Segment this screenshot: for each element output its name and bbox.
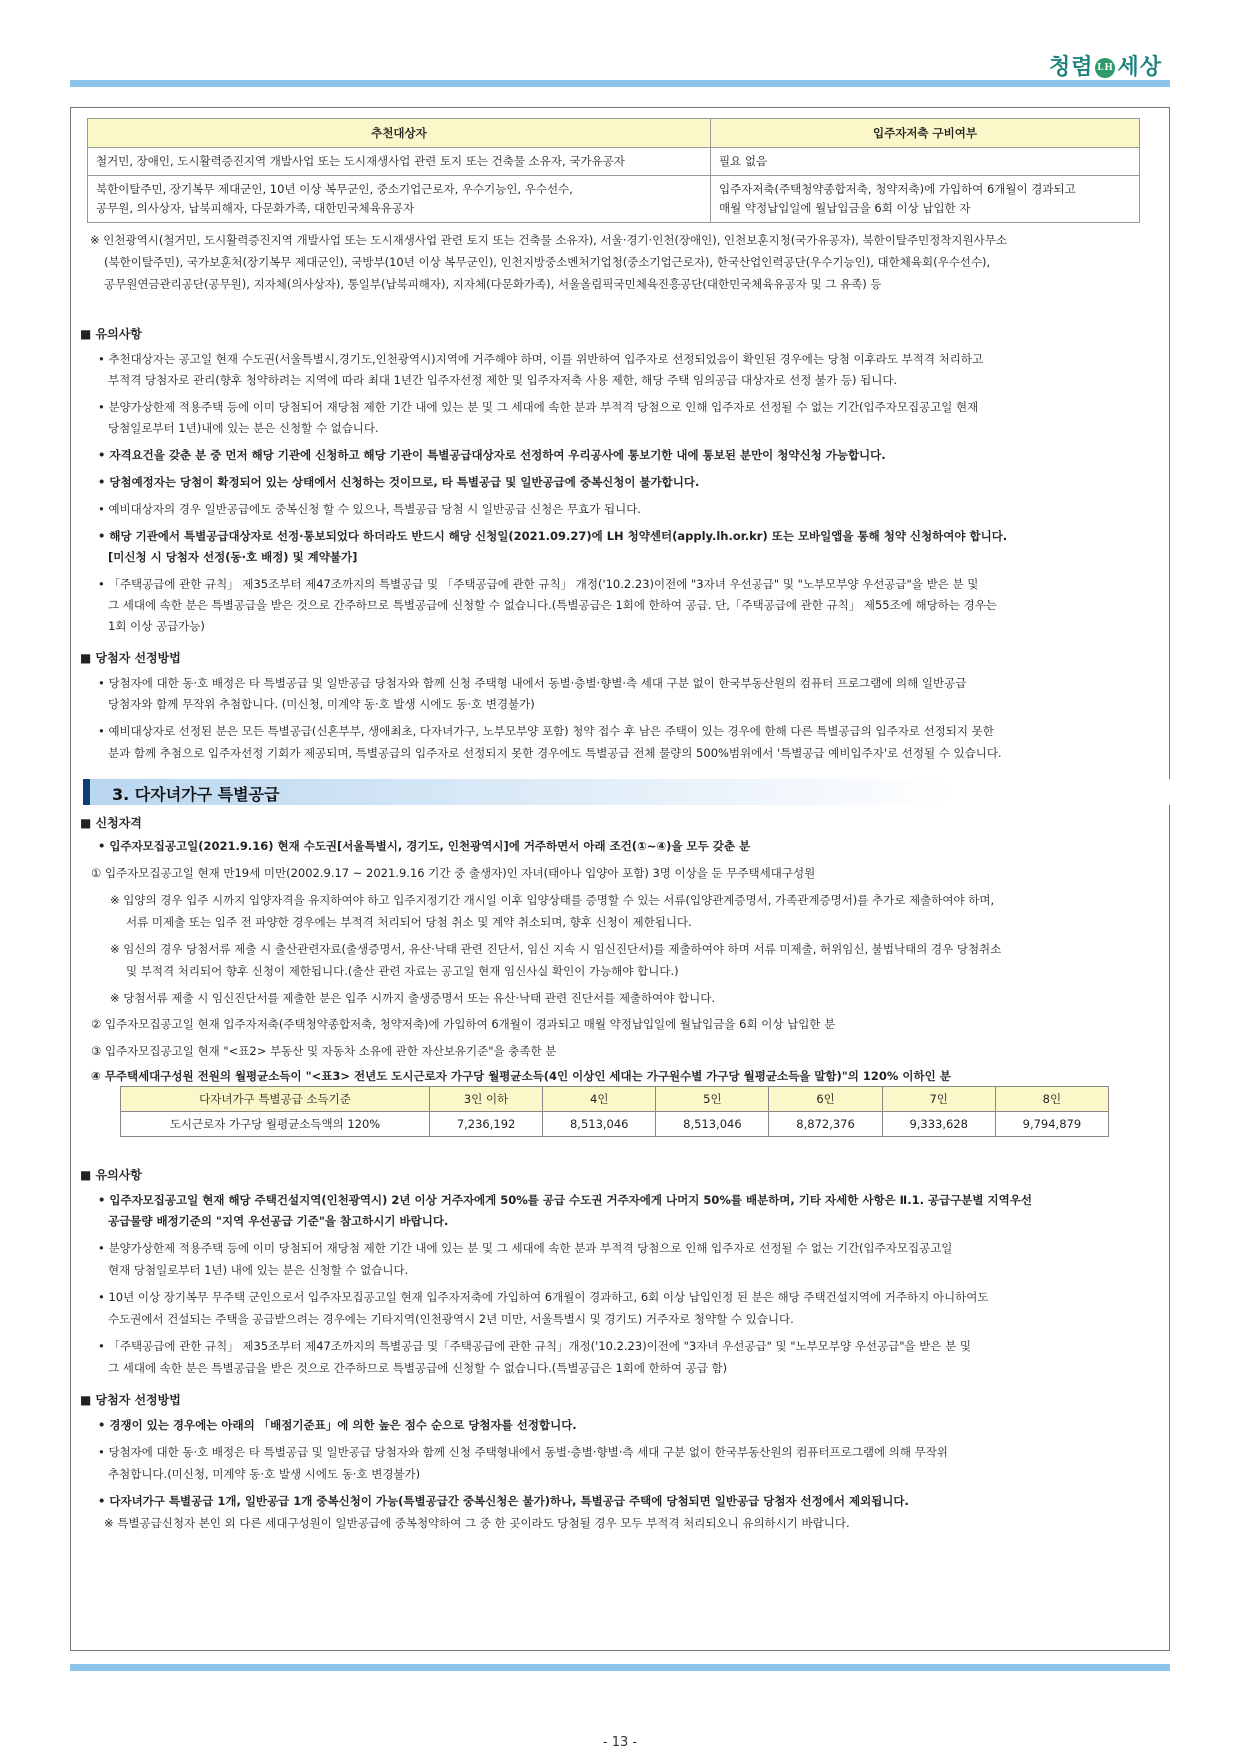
recommendation-table (87, 118, 1140, 223)
table-cell: 9,794,879 (995, 1112, 1108, 1137)
text-line: • 예비대상자로 선정된 분은 모든 특별공급(신혼부부, 생애최초, 다자녀가구, 노부모부양 포함) 청약 접수 후 남은 주택이 있는 경우에 한해 다른 특별공급의 입주자로 선정되지 못한 (98, 724, 994, 738)
subsection-heading: ■ 유의사항 (80, 1168, 142, 1182)
text-line: 분과 함께 추첨으로 입주자선정 기회가 제공되며, 특별공급의 입주자로 선정되지 못한 경우에도 특별공급 전체 물량의 500%범위에서 '특별공급 예비입주자'로 선정될 수 있습니다. (108, 746, 1002, 760)
text-line: • 당첨자에 대한 동·호 배정은 타 특별공급 및 일반공급 당첨자와 함께 신청 주택형 내에서 동별·층별·향별·측 세대 구분 없이 한국부동산원의 컴퓨터 프로그램에 의해 일반공급 (98, 676, 967, 690)
subsection-heading: ■ 신청자격 (80, 816, 142, 830)
text-line: 그 세대에 속한 분은 특별공급을 받은 것으로 간주하므로 특별공급에 신청할 수 없습니다.(특별공급은 1회에 한하여 공급 함) (108, 1361, 728, 1375)
text-line: 추첨합니다.(미신청, 미계약 동·호 발생 시에도 동·호 변경불가) (108, 1467, 421, 1481)
table-cell: 철거민, 장애인, 도시활력증진지역 개발사업 또는 도시재생사업 관련 토지 또는 건축물 소유자, 국가유공자 (88, 148, 711, 176)
text-line: • 「주택공급에 관한 규칙」 제35조부터 제47조까지의 특별공급 및 「주택공급에 관한 규칙」 개정('10.2.23)이전에 "3자녀 우선공급" 및 "노부모부양 우선공급"을 받은 분 및 (98, 577, 979, 591)
subsection-heading: ■ 당첨자 선정방법 (80, 1393, 181, 1407)
text-line: [미신청 시 당첨자 선정(동·호 배정) 및 계약불가] (108, 550, 358, 564)
text-line: 당첨자와 함께 무작위 추첨합니다. (미신청, 미계약 동·호 발생 시에도 동·호 변경불가) (108, 697, 535, 711)
lh-logo: 청렴 LH 세상 (1048, 54, 1162, 80)
subsection-heading: ■ 유의사항 (80, 327, 142, 341)
table-header: 7인 (882, 1087, 995, 1112)
text-line: 서류 미제출 또는 입주 전 파양한 경우에는 부적격 처리되어 당첨 취소 및 계약 취소되며, 향후 신청이 제한됩니다. (126, 915, 692, 929)
table-cell: 9,333,628 (882, 1112, 995, 1137)
text-line: 및 부적격 처리되어 향후 신청이 제한됩니다.(출산 관련 자료는 공고일 현재 임신사실 확인이 가능해야 합니다.) (126, 964, 679, 978)
table-header: 8인 (995, 1087, 1108, 1112)
text-line: ④ 무주택세대구성원 전원의 월평균소득이 "<표3> 전년도 도시근로자 가구당 월평균소득(4인 이상인 세대는 가구원수별 가구당 월평균소득을 말함)"의 120% 이하인 분 (91, 1069, 951, 1083)
table-cell: 8,513,046 (543, 1112, 656, 1137)
text-line: • 분양가상한제 적용주택 등에 이미 당첨되어 재당첨 제한 기간 내에 있는 분 및 그 세대에 속한 분과 부적격 당첨으로 인해 입주자로 선정될 수 없는 기간(입주자모집공고일 현재 (98, 400, 979, 414)
text-line: ※ 인천광역시(철거민, 도시활력증진지역 개발사업 또는 도시재생사업 관련 토지 또는 건축물 소유자), 서울·경기·인천(장애인), 인천보훈지청(국가유공자), 북한이탈주민정착지원사무소 (90, 233, 1007, 247)
text-line: ① 입주자모집공고일 현재 만19세 미만(2002.9.17 ~ 2021.9.16 기간 중 출생자)인 자녀(태아나 입양아 포함) 3명 이상을 둔 무주택세대구성원 (91, 866, 816, 880)
bottom-rule (70, 1664, 1170, 1671)
text-line: • 경쟁이 있는 경우에는 아래의 「배점기준표」에 의한 높은 점수 순으로 당첨자를 선정합니다. (98, 1418, 577, 1432)
table-header: 6인 (769, 1087, 882, 1112)
table-header: 3인 이하 (430, 1087, 543, 1112)
text-line: 공급물량 배정기준의 "지역 우선공급 기준"을 참고하시기 바랍니다. (108, 1214, 449, 1228)
text-line: 수도권에서 건설되는 주택을 공급받으려는 경우에는 기타지역(인천광역시 2년 미만, 서울특별시 및 경기도) 거주자로 청약할 수 있습니다. (108, 1312, 794, 1326)
text-line: (북한이탈주민), 국가보훈처(장기복무 제대군인), 국방부(10년 이상 복무군인), 인천지방중소벤처기업청(중소기업근로자), 한국산업인력공단(우수기능인), 대한체육회(우수선수), (104, 255, 991, 269)
top-rule (70, 80, 1170, 87)
text-line: ※ 임신의 경우 당첨서류 제출 시 출산관련자료(출생증명서, 유산·낙태 관련 진단서, 임신 지속 시 임신진단서)를 제출하여야 하며 서류 미제출, 허위임신, 불법낙태의 경우 당첨취소 (110, 942, 1002, 956)
text-line: 당첨일로부터 1년)내에 있는 분은 신청할 수 없습니다. (108, 421, 379, 435)
table-cell: 필요 없음 (711, 148, 1140, 176)
income-criteria-table (120, 1086, 1109, 1137)
text-line: • 다자녀가구 특별공급 1개, 일반공급 1개 중복신청이 가능(특별공급간 중복신청은 불가)하나, 특별공급 주택에 당첨되면 일반공급 당첨자 선정에서 제외됩니다. (98, 1494, 909, 1508)
table-cell: 북한이탈주민, 장기복무 제대군인, 10년 이상 복무군인, 중소기업근로자, 우수기능인, 우수선수, 공무원, 의사상자, 납북피해자, 다문화가족, 대한민국체육유공자 (88, 176, 711, 223)
table-cell: 8,513,046 (656, 1112, 769, 1137)
text-line: • 입주자모집공고일(2021.9.16) 현재 수도권[서울특별시, 경기도, 인천광역시]에 거주하면서 아래 조건(①~④)을 모두 갖춘 분 (98, 839, 751, 853)
text-line: • 해당 기관에서 특별공급대상자로 선정·통보되었다 하더라도 반드시 해당 신청일(2021.09.27)에 LH 청약센터(apply.lh.or.kr) 또는 모바일앱을 통해 청약 신청하여야 합니다. (98, 529, 1008, 543)
table-header: 4인 (543, 1087, 656, 1112)
table-header: 5인 (656, 1087, 769, 1112)
text-line: • 추천대상자는 공고일 현재 수도권(서울특별시,경기도,인천광역시)지역에 거주해야 하며, 이를 위반하여 입주자로 선정되었음이 확인된 경우에는 당첨 이후라도 부적격 처리하고 (98, 352, 984, 366)
text-line: ※ 입양의 경우 입주 시까지 입양자격을 유지하여야 하고 입주지정기간 개시일 이후 입양상태를 증명할 수 있는 서류(입양관계증명서, 가족관계증명서)를 추가로 제출하여야 하며, (110, 893, 995, 907)
text-line: ② 입주자모집공고일 현재 입주자저축(주택청약종합저축, 청약저축)에 가입하여 6개월이 경과되고 매월 약정납입일에 월납입금을 6회 이상 납입한 분 (91, 1017, 836, 1031)
text-line: ※ 당첨서류 제출 시 임신진단서를 제출한 분은 입주 시까지 출생증명서 또는 유산·낙태 관련 진단서를 제출하여야 합니다. (110, 991, 716, 1005)
table-cell: 8,872,376 (769, 1112, 882, 1137)
text-line: • 10년 이상 장기복무 무주택 군인으로서 입주자모집공고일 현재 입주자저축에 가입하여 6개월이 경과하고, 6회 이상 납입인정 된 분은 해당 주택건설지역에 거주하지 아니하여도 (98, 1290, 989, 1304)
text-line: ※ 특별공급신청자 본인 외 다른 세대구성원이 일반공급에 중복청약하여 그 중 한 곳이라도 당첨될 경우 모두 부적격 처리되오니 유의하시기 바랍니다. (104, 1516, 850, 1530)
subsection-heading: ■ 당첨자 선정방법 (80, 651, 181, 665)
text-line: ③ 입주자모집공고일 현재 "<표2> 부동산 및 자동차 소유에 관한 자산보유기준"을 충족한 분 (91, 1044, 557, 1058)
text-line: • 당첨자에 대한 동·호 배정은 타 특별공급 및 일반공급 당첨자와 함께 신청 주택형내에서 동별·층별·향별·측 세대 구분 없이 한국부동산원의 컴퓨터프로그램에 의해 무작위 (98, 1445, 948, 1459)
section-title-bar (83, 779, 1170, 805)
table-cell: 입주자저축(주택청약종합저축, 청약저축)에 가입하여 6개월이 경과되고 매월 약정납입일에 월납입금을 6회 이상 납입한 자 (711, 176, 1140, 223)
section-title: 3. 다자녀가구 특별공급 (112, 785, 280, 804)
table-header: 입주자저축 구비여부 (711, 119, 1140, 148)
table-cell: 7,236,192 (430, 1112, 543, 1137)
text-line: • 입주자모집공고일 현재 해당 주택건설지역(인천광역시) 2년 이상 거주자에게 50%를 공급 수도권 거주자에게 나머지 50%를 배분하며, 기타 자세한 사항은 Ⅱ.1. 공급구분별 지역우선 (98, 1193, 1032, 1207)
text-line: • 자격요건을 갖춘 분 중 먼저 해당 기관에 신청하고 해당 기관이 특별공급대상자로 선정하여 우리공사에 통보기한 내에 통보된 분만이 청약신청 가능합니다. (98, 448, 886, 462)
text-line: 그 세대에 속한 분은 특별공급을 받은 것으로 간주하므로 특별공급에 신청할 수 없습니다.(특별공급은 1회에 한하여 공급. 단,「주택공급에 관한 규칙」 제55조에 해당하는 경우는 (108, 598, 997, 612)
text-line: 부적격 당첨자로 관리(향후 청약하려는 지역에 따라 최대 1년간 입주자선정 제한 및 입주자저축 사용 제한, 해당 주택 임의공급 대상자로 선정 불가 등) 됩니다. (108, 373, 898, 387)
text-line: 현재 당첨일로부터 1년) 내에 있는 분은 신청할 수 없습니다. (108, 1263, 409, 1277)
text-line: • 당첨예정자는 당첨이 확정되어 있는 상태에서 신청하는 것이므로, 타 특별공급 및 일반공급에 중복신청이 불가합니다. (98, 475, 700, 489)
text-line: • 예비대상자의 경우 일반공급에도 중복신청 할 수 있으나, 특별공급 당첨 시 일반공급 신청은 무효가 됩니다. (98, 502, 641, 516)
page-number: - 13 - (602, 1735, 638, 1750)
table-cell: 도시근로자 가구당 월평균소득액의 120% (121, 1112, 430, 1137)
text-line: • 「주택공급에 관한 규칙」 제35조부터 제47조까지의 특별공급 및「주택공급에 관한 규칙」개정('10.2.23)이전에 "3자녀 우선공급" 및 "노부모부양 우선공급"을 받은 분 및 (98, 1339, 972, 1353)
text-line: 공무원연금관리공단(공무원), 지자체(의사상자), 통일부(납북피해자), 지자체(다문화가족), 서울올림픽국민체육진흥공단(대한민국체육유공자 및 그 유족) 등 (104, 277, 882, 291)
table-header: 다자녀가구 특별공급 소득기준 (121, 1087, 430, 1112)
text-line: 1회 이상 공급가능) (108, 619, 205, 633)
text-line: • 분양가상한제 적용주택 등에 이미 당첨되어 재당첨 제한 기간 내에 있는 분 및 그 세대에 속한 분과 부적격 당첨으로 인해 입주자로 선정될 수 없는 기간(입주자모집공고일 (98, 1241, 953, 1255)
table-header: 추천대상자 (88, 119, 711, 148)
